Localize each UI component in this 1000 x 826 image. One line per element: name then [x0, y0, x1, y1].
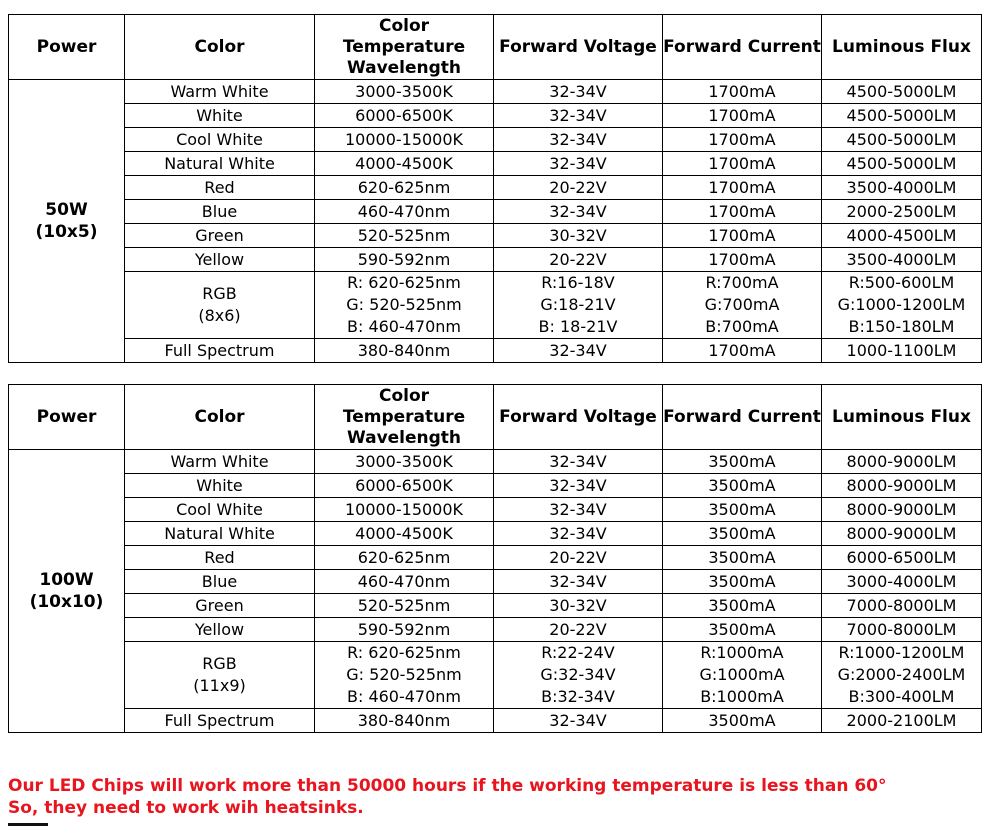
temp-cell: 3000-3500K	[315, 80, 494, 104]
current-red: R:700mA	[705, 273, 779, 292]
flux-blue: B:150-180LM	[848, 317, 955, 336]
voltage-blue: B: 18-21V	[538, 317, 618, 336]
voltage-cell: 32-34V	[494, 522, 663, 546]
table-row-rgb	[9, 272, 982, 339]
temp-cell: 4000-4500K	[315, 522, 494, 546]
power-config: (10x10)	[29, 592, 104, 612]
power-config: (10x5)	[35, 222, 98, 242]
header-forward-current: Forward Current	[663, 15, 822, 80]
header-temp-line: Temperature	[342, 406, 466, 427]
table-row	[9, 594, 982, 618]
header-forward-voltage: Forward Voltage	[494, 15, 663, 80]
table-row	[9, 104, 982, 128]
color-cell: Red	[125, 176, 315, 200]
voltage-cell: 32-34V	[494, 128, 663, 152]
voltage-red: R:22-24V	[541, 643, 615, 662]
table-row	[9, 224, 982, 248]
current-cell: 3500mA	[663, 474, 822, 498]
voltage-cell: 32-34V	[494, 104, 663, 128]
current-cell: 3500mA	[663, 594, 822, 618]
table-row	[9, 498, 982, 522]
flux-red: R:1000-1200LM	[838, 643, 965, 662]
current-green: G:700mA	[704, 295, 780, 314]
flux-cell: 7000-8000LM	[822, 594, 982, 618]
temp-cell: 380-840nm	[315, 339, 494, 363]
table-row	[9, 709, 982, 733]
temp-cell: 4000-4500K	[315, 152, 494, 176]
table-row	[9, 474, 982, 498]
current-cell: 3500mA	[663, 546, 822, 570]
power-label: 50W	[45, 200, 88, 220]
voltage-cell: 20-22V	[494, 546, 663, 570]
color-cell-rgb	[125, 272, 315, 339]
current-cell: 1700mA	[663, 200, 822, 224]
flux-cell-rgb	[822, 272, 982, 339]
spec-table-50w	[8, 14, 982, 363]
table-row	[9, 546, 982, 570]
voltage-cell: 32-34V	[494, 339, 663, 363]
table-row	[9, 80, 982, 104]
temp-cell: 460-470nm	[315, 200, 494, 224]
lifetime-note: Our LED Chips will work more than 50000 hours if the working temperature is less than 60°	[8, 776, 887, 796]
header-color: Color	[125, 15, 315, 80]
temp-blue: B: 460-470nm	[346, 687, 462, 706]
flux-red: R:500-600LM	[848, 273, 955, 292]
voltage-cell: 30-32V	[494, 224, 663, 248]
color-cell: Natural White	[125, 522, 315, 546]
flux-cell: 8000-9000LM	[822, 498, 982, 522]
flux-cell: 3500-4000LM	[822, 248, 982, 272]
current-cell: 3500mA	[663, 709, 822, 733]
voltage-cell: 20-22V	[494, 248, 663, 272]
flux-cell: 4500-5000LM	[822, 104, 982, 128]
temp-cell-rgb	[315, 642, 494, 709]
spec-table-100w	[8, 384, 982, 733]
current-cell: 1700mA	[663, 176, 822, 200]
color-cell: Warm White	[125, 80, 315, 104]
flux-cell: 4000-4500LM	[822, 224, 982, 248]
temp-cell: 3000-3500K	[315, 450, 494, 474]
temp-green: G: 520-525nm	[346, 665, 462, 684]
current-cell: 1700mA	[663, 224, 822, 248]
flux-cell: 3000-4000LM	[822, 570, 982, 594]
current-cell-rgb	[663, 642, 822, 709]
temp-red: R: 620-625nm	[347, 643, 461, 662]
color-cell: Green	[125, 224, 315, 248]
flux-cell: 2000-2100LM	[822, 709, 982, 733]
current-cell: 1700mA	[663, 104, 822, 128]
voltage-cell: 32-34V	[494, 200, 663, 224]
table-row	[9, 176, 982, 200]
color-cell: Blue	[125, 200, 315, 224]
voltage-cell: 32-34V	[494, 450, 663, 474]
rgb-config: (8x6)	[198, 306, 241, 325]
temp-green: G: 520-525nm	[346, 295, 462, 314]
current-cell: 1700mA	[663, 152, 822, 176]
color-cell: Cool White	[125, 128, 315, 152]
flux-cell: 7000-8000LM	[822, 618, 982, 642]
power-cell	[9, 450, 125, 733]
table-row-rgb	[9, 642, 982, 709]
table-row	[9, 128, 982, 152]
color-cell: White	[125, 474, 315, 498]
voltage-cell-rgb	[494, 272, 663, 339]
color-cell: White	[125, 104, 315, 128]
voltage-cell-rgb	[494, 642, 663, 709]
current-green: G:1000mA	[699, 665, 785, 684]
header-row	[9, 15, 982, 80]
flux-cell: 1000-1100LM	[822, 339, 982, 363]
rgb-config: (11x9)	[193, 676, 246, 695]
header-color: Color	[125, 385, 315, 450]
color-cell: Green	[125, 594, 315, 618]
voltage-cell: 20-22V	[494, 176, 663, 200]
current-blue: B:1000mA	[700, 687, 784, 706]
flux-cell: 8000-9000LM	[822, 450, 982, 474]
header-color-temperature	[315, 385, 494, 450]
voltage-cell: 32-34V	[494, 709, 663, 733]
voltage-cell: 32-34V	[494, 498, 663, 522]
header-temp-line: Wavelength	[346, 427, 462, 448]
voltage-cell: 20-22V	[494, 618, 663, 642]
flux-green: G:1000-1200LM	[837, 295, 966, 314]
temp-cell: 520-525nm	[315, 594, 494, 618]
color-cell: Cool White	[125, 498, 315, 522]
header-power: Power	[9, 385, 125, 450]
header-forward-current: Forward Current	[663, 385, 822, 450]
voltage-blue: B:32-34V	[541, 687, 615, 706]
color-cell: Red	[125, 546, 315, 570]
header-power: Power	[9, 15, 125, 80]
temp-cell: 590-592nm	[315, 248, 494, 272]
flux-blue: B:300-400LM	[848, 687, 955, 706]
table-row	[9, 570, 982, 594]
header-forward-voltage: Forward Voltage	[494, 385, 663, 450]
header-luminous-flux: Luminous Flux	[822, 385, 982, 450]
temp-red: R: 620-625nm	[347, 273, 461, 292]
table-row	[9, 152, 982, 176]
flux-cell: 8000-9000LM	[822, 474, 982, 498]
table-row	[9, 200, 982, 224]
color-cell: Warm White	[125, 450, 315, 474]
header-luminous-flux: Luminous Flux	[822, 15, 982, 80]
flux-cell: 4500-5000LM	[822, 80, 982, 104]
rgb-label: RGB	[202, 654, 237, 673]
flux-cell: 3500-4000LM	[822, 176, 982, 200]
temp-cell: 460-470nm	[315, 570, 494, 594]
power-cell	[9, 80, 125, 363]
color-cell-rgb	[125, 642, 315, 709]
cropped-text-fragment	[8, 819, 68, 826]
table-row	[9, 522, 982, 546]
color-cell: Full Spectrum	[125, 709, 315, 733]
color-cell: Blue	[125, 570, 315, 594]
current-cell: 3500mA	[663, 618, 822, 642]
header-row	[9, 385, 982, 450]
temp-cell-rgb	[315, 272, 494, 339]
current-cell: 3500mA	[663, 522, 822, 546]
temp-cell: 6000-6500K	[315, 104, 494, 128]
temp-cell: 6000-6500K	[315, 474, 494, 498]
heatsink-note: So, they need to work wih heatsinks.	[8, 798, 364, 818]
color-cell: Yellow	[125, 248, 315, 272]
temp-cell: 620-625nm	[315, 546, 494, 570]
table-row	[9, 450, 982, 474]
flux-cell: 8000-9000LM	[822, 522, 982, 546]
voltage-red: R:16-18V	[541, 273, 615, 292]
table-row	[9, 248, 982, 272]
temp-cell: 10000-15000K	[315, 128, 494, 152]
voltage-cell: 30-32V	[494, 594, 663, 618]
temp-blue: B: 460-470nm	[346, 317, 462, 336]
current-cell: 3500mA	[663, 570, 822, 594]
current-blue: B:700mA	[705, 317, 779, 336]
color-cell: Full Spectrum	[125, 339, 315, 363]
current-cell-rgb	[663, 272, 822, 339]
header-temp-line: Temperature	[342, 36, 466, 57]
header-temp-line: Color	[378, 15, 430, 36]
temp-cell: 620-625nm	[315, 176, 494, 200]
rgb-label: RGB	[202, 284, 237, 303]
voltage-cell: 32-34V	[494, 80, 663, 104]
voltage-cell: 32-34V	[494, 152, 663, 176]
header-temp-line: Wavelength	[346, 57, 462, 78]
flux-cell-rgb	[822, 642, 982, 709]
flux-cell: 2000-2500LM	[822, 200, 982, 224]
table-row	[9, 339, 982, 363]
temp-cell: 590-592nm	[315, 618, 494, 642]
current-cell: 3500mA	[663, 498, 822, 522]
temp-cell: 520-525nm	[315, 224, 494, 248]
header-temp-line: Color	[378, 385, 430, 406]
current-cell: 3500mA	[663, 450, 822, 474]
flux-cell: 4500-5000LM	[822, 152, 982, 176]
current-red: R:1000mA	[700, 643, 784, 662]
temp-cell: 380-840nm	[315, 709, 494, 733]
current-cell: 1700mA	[663, 80, 822, 104]
current-cell: 1700mA	[663, 248, 822, 272]
current-cell: 1700mA	[663, 128, 822, 152]
power-label: 100W	[39, 570, 94, 590]
current-cell: 1700mA	[663, 339, 822, 363]
flux-green: G:2000-2400LM	[837, 665, 966, 684]
color-cell: Natural White	[125, 152, 315, 176]
voltage-cell: 32-34V	[494, 474, 663, 498]
temp-cell: 10000-15000K	[315, 498, 494, 522]
header-color-temperature	[315, 15, 494, 80]
table-row	[9, 618, 982, 642]
voltage-cell: 32-34V	[494, 570, 663, 594]
voltage-green: G:32-34V	[540, 665, 616, 684]
voltage-green: G:18-21V	[540, 295, 616, 314]
color-cell: Yellow	[125, 618, 315, 642]
flux-cell: 4500-5000LM	[822, 128, 982, 152]
flux-cell: 6000-6500LM	[822, 546, 982, 570]
